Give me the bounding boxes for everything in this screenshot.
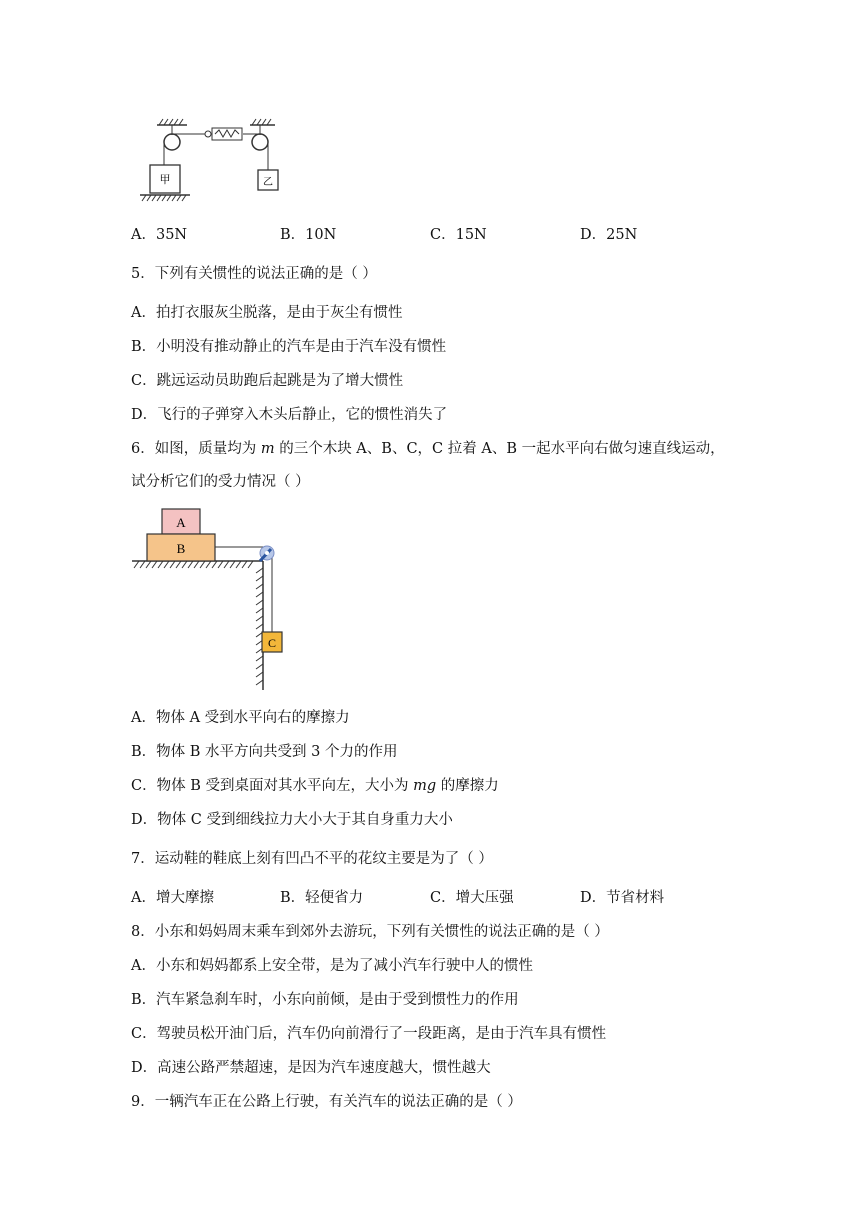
q7-option-a[interactable]: A．增大摩擦 [131, 890, 214, 906]
q6-option-a[interactable]: A．物体 A 受到水平向右的摩擦力 [131, 710, 350, 726]
q6-stem-post: 的三个木块 A、B、C，C 拉着 A、B 一起水平向右做匀速直线运动， [274, 441, 725, 457]
q7-stem: 7．运动鞋的鞋底上刻有凹凸不平的花纹主要是为了（ ） [131, 851, 493, 867]
q7-option-d[interactable]: D．节省材料 [580, 890, 665, 906]
block-jia-label: 甲 [159, 173, 171, 186]
q8-option-c[interactable]: C．驾驶员松开油门后，汽车仍向前滑行了一段距离，是由于汽车具有惯性 [131, 1026, 607, 1042]
q4-option-a[interactable]: A．35N [131, 227, 188, 243]
q9-stem: 9．一辆汽车正在公路上行驶，有关汽车的说法正确的是（ ） [131, 1094, 522, 1110]
q6-stem-var: m [260, 441, 275, 457]
q6-option-c-post: 的摩擦力 [436, 778, 499, 794]
block-b-label: B [176, 541, 186, 556]
q7-option-b[interactable]: B．轻便省力 [280, 890, 364, 906]
q6-option-b[interactable]: B．物体 B 水平方向共受到 3 个力的作用 [131, 744, 398, 760]
q6-option-d[interactable]: D．物体 C 受到细线拉力大小大于其自身重力大小 [131, 812, 453, 828]
blocks-pulley-figure [130, 505, 290, 695]
q5-stem: 5．下列有关惯性的说法正确的是（ ） [131, 266, 377, 282]
q4-option-d[interactable]: D．25N [580, 227, 638, 243]
q8-stem: 8．小东和妈妈周末乘车到郊外去游玩，下列有关惯性的说法正确的是（ ） [131, 924, 609, 940]
pulley-figure [135, 115, 285, 210]
q6-stem [131, 439, 725, 459]
q6-option-c[interactable] [131, 776, 499, 796]
block-c-label: C [267, 636, 277, 650]
q5-option-a[interactable]: A．拍打衣服灰尘脱落，是由于灰尘有惯性 [131, 305, 403, 321]
q6-option-c-pre: C．物体 B 受到桌面对其水平向左，大小为 [131, 778, 414, 794]
q8-option-d[interactable]: D．高速公路严禁超速，是因为汽车速度越大，惯性越大 [131, 1060, 491, 1076]
q4-option-b[interactable]: B．10N [280, 227, 337, 243]
block-yi-label: 乙 [263, 177, 273, 188]
q4-option-c[interactable]: C．15N [430, 227, 487, 243]
block-a-label: A [176, 515, 186, 530]
q6-stem-pre: 6．如图，质量均为 [131, 441, 261, 457]
q8-option-b[interactable]: B．汽车紧急刹车时，小东向前倾，是由于受到惯性力的作用 [131, 992, 519, 1008]
q8-option-a[interactable]: A．小东和妈妈都系上安全带，是为了减小汽车行驶中人的惯性 [131, 958, 533, 974]
q5-option-c[interactable]: C．跳远运动员助跑后起跳是为了增大惯性 [131, 373, 404, 389]
q7-option-c[interactable]: C．增大压强 [430, 890, 514, 906]
q6-stem-line2: 试分析它们的受力情况（ ） [131, 474, 310, 490]
q5-option-b[interactable]: B．小明没有推动静止的汽车是由于汽车没有惯性 [131, 339, 447, 355]
q6-option-c-var: mg [413, 778, 437, 794]
q5-option-d[interactable]: D．飞行的子弹穿入木头后静止，它的惯性消失了 [131, 407, 448, 423]
